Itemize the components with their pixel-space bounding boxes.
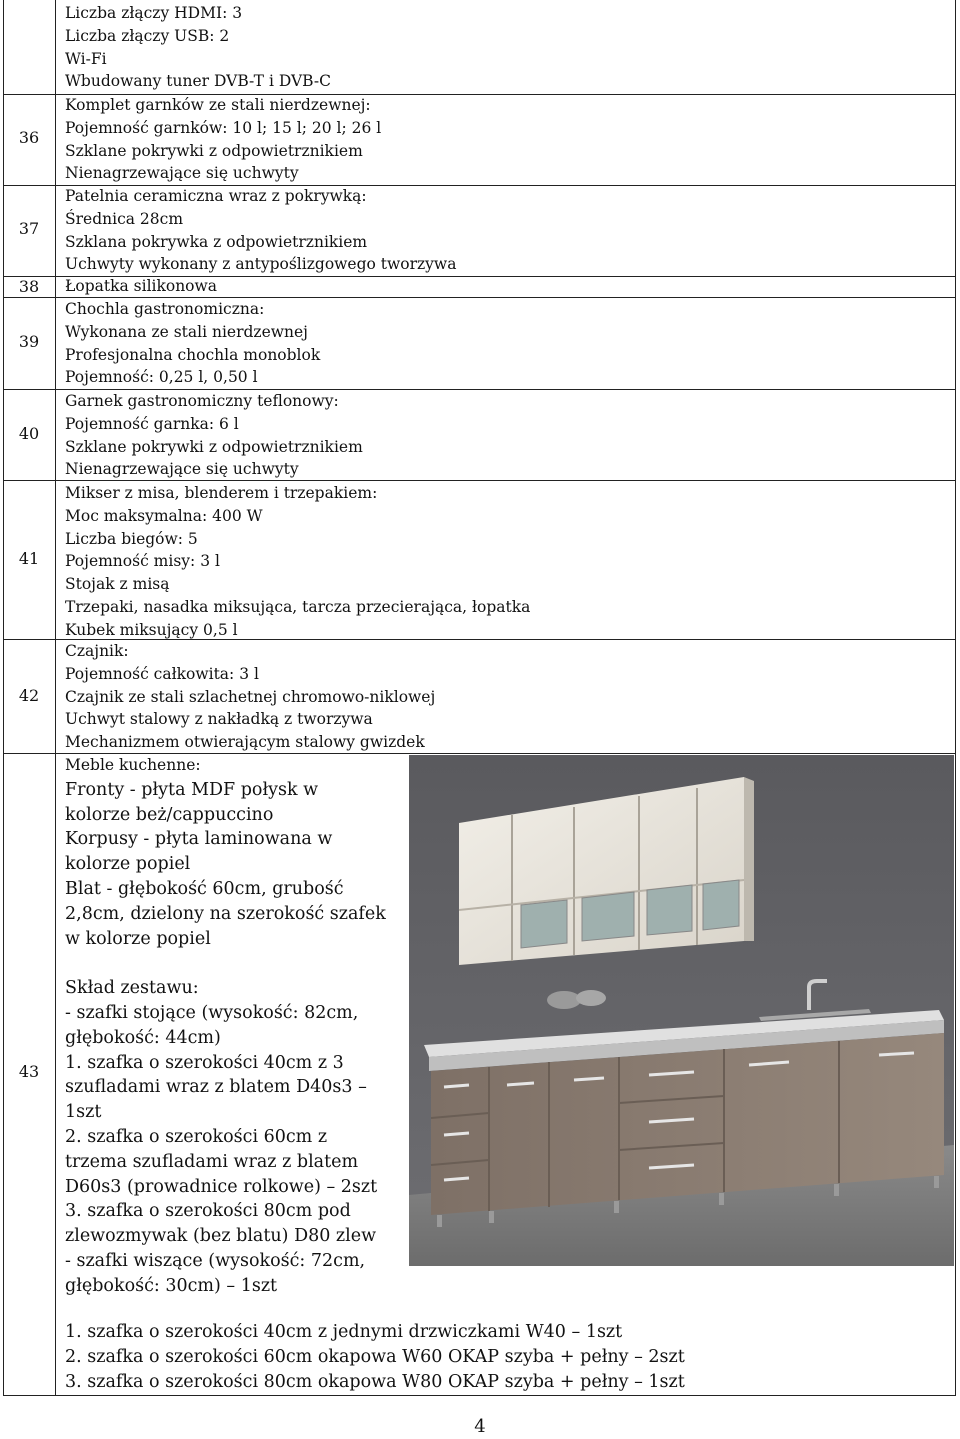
row-text-line: Średnica 28cm <box>65 209 184 228</box>
table-row <box>3 481 956 640</box>
row-text-line: Garnek gastronomiczny teflonowy: <box>65 392 339 410</box>
row-text-line: Liczba biegów: 5 <box>65 529 198 548</box>
row-text-line: Wykonana ze stali nierdzewnej <box>65 322 308 341</box>
table-row <box>3 640 956 754</box>
table-row <box>3 390 956 481</box>
row-number: 42 <box>18 686 40 705</box>
row-text-line: Mechanizmem otwierającym stalowy gwizdek <box>65 733 425 752</box>
row-text-line: zlewozmywak (bez blatu) D80 zlew <box>65 1226 377 1247</box>
row-text-line: Skład zestawu: <box>65 978 199 999</box>
row-text-line: Łopatka silikonowa <box>65 277 218 295</box>
row-text-line: 2,8cm, dzielony na szerokość szafek <box>65 903 386 924</box>
row-text-line: Trzepaki, nasadka miksująca, tarcza przecierająca, łopatka <box>65 597 531 616</box>
row-text-line: Szklane pokrywki z odpowietrznikiem <box>65 437 363 456</box>
row-number: 41 <box>18 549 40 568</box>
table-row <box>3 95 956 186</box>
row-text-line: Czajnik ze stali szlachetnej chromowo-niklowej <box>65 687 436 706</box>
row-text-line: szufladami wraz z blatem D40s3 – <box>65 1077 367 1098</box>
row-number: 39 <box>18 332 40 351</box>
row-text-line: 3. szafka o szerokości 80cm pod <box>65 1201 351 1222</box>
row-text-line: Mikser z misa, blenderem i trzepakiem: <box>65 484 378 502</box>
kitchen-furniture-photo <box>409 755 954 1266</box>
table-row <box>3 186 956 277</box>
row-text-line: 2. szafka o szerokości 60cm okapowa W60 OKAP szyba + pełny – 2szt <box>65 1346 685 1367</box>
row-text-line: Wbudowany tuner DVB-T i DVB-C <box>65 72 331 91</box>
table-row <box>3 277 956 298</box>
row-text-line: Pojemność garnka: 6 l <box>65 414 239 433</box>
table-row <box>3 0 956 95</box>
row-number: 36 <box>18 128 40 147</box>
row-text-line: 1. szafka o szerokości 40cm z 3 <box>65 1052 344 1073</box>
row-text-line: kolorze beż/cappuccino <box>65 804 274 825</box>
row-text-line: Moc maksymalna: 400 W <box>65 506 263 525</box>
row-text-line: - szafki wiszące (wysokość: 72cm, <box>65 1250 366 1271</box>
row-text-line: Patelnia ceramiczna wraz z pokrywką: <box>65 187 367 205</box>
row-text-line: Szklana pokrywka z odpowietrznikiem <box>65 232 368 251</box>
page-number: 4 <box>474 1416 486 1437</box>
row-text-line: 2. szafka o szerokości 60cm z <box>65 1126 328 1147</box>
table-row <box>3 298 956 390</box>
row-text-line: Komplet garnków ze stali nierdzewnej: <box>65 96 371 114</box>
row-text-line: Szklane pokrywki z odpowietrznikiem <box>65 141 363 160</box>
row-text-line: głębokość: 44cm) <box>65 1027 221 1048</box>
row-number: 40 <box>18 424 40 443</box>
row-number: 43 <box>18 1062 40 1081</box>
row-text-line: Liczba złączy HDMI: 3 <box>65 4 243 22</box>
row-text-line: Pojemność misy: 3 l <box>65 552 220 571</box>
row-text-line: Wi-Fi <box>65 49 107 68</box>
row-text-line: Pojemność całkowita: 3 l <box>65 664 259 683</box>
row-text-line: kolorze popiel <box>65 854 191 875</box>
row-text-line: Nienagrzewające się uchwyty <box>65 164 299 183</box>
row-text-line: w kolorze popiel <box>65 928 211 949</box>
row-text-line: Kubek miksujący 0,5 l <box>65 620 238 639</box>
row-text-line: D60s3 (prowadnice rolkowe) – 2szt <box>65 1176 378 1197</box>
row-number: 38 <box>18 277 40 296</box>
row-text-line: Uchwyt stalowy z nakładką z tworzywa <box>65 710 373 729</box>
row-text-line: Pojemność: 0,25 l, 0,50 l <box>65 368 258 387</box>
row-text-line: Chochla gastronomiczna: <box>65 300 265 318</box>
row-text-line: 1szt <box>65 1102 102 1123</box>
row-text-line: Nienagrzewające się uchwyty <box>65 460 299 479</box>
row-text-line: - szafki stojące (wysokość: 82cm, <box>65 1002 359 1023</box>
row-text-line: Czajnik: <box>65 642 129 660</box>
row-text-line: Stojak z misą <box>65 575 170 594</box>
row-text-line: Profesjonalna chochla monoblok <box>65 345 321 364</box>
row-number: 37 <box>18 219 40 238</box>
row-text-line: Blat - głębokość 60cm, grubość <box>65 878 344 899</box>
row-text-line: głębokość: 30cm) – 1szt <box>65 1275 278 1296</box>
row-text-line: Uchwyty wykonany z antypoślizgowego tworzywa <box>65 255 457 274</box>
row-text-line: Pojemność garnków: 10 l; 15 l; 20 l; 26 l <box>65 118 382 137</box>
row-text-line: Liczba złączy USB: 2 <box>65 26 230 45</box>
row-text-line: 1. szafka o szerokości 40cm z jednymi drzwiczkami W40 – 1szt <box>65 1322 623 1342</box>
row-heading: Meble kuchenne: <box>65 756 201 774</box>
row-text-line: 3. szafka o szerokości 80cm okapowa W80 OKAP szyba + pełny – 1szt <box>65 1371 685 1392</box>
row-text-line: Korpusy - płyta laminowana w <box>65 829 333 850</box>
row-text-line: Fronty - płyta MDF połysk w <box>65 779 319 800</box>
row-text-line: trzema szufladami wraz z blatem <box>65 1151 359 1172</box>
